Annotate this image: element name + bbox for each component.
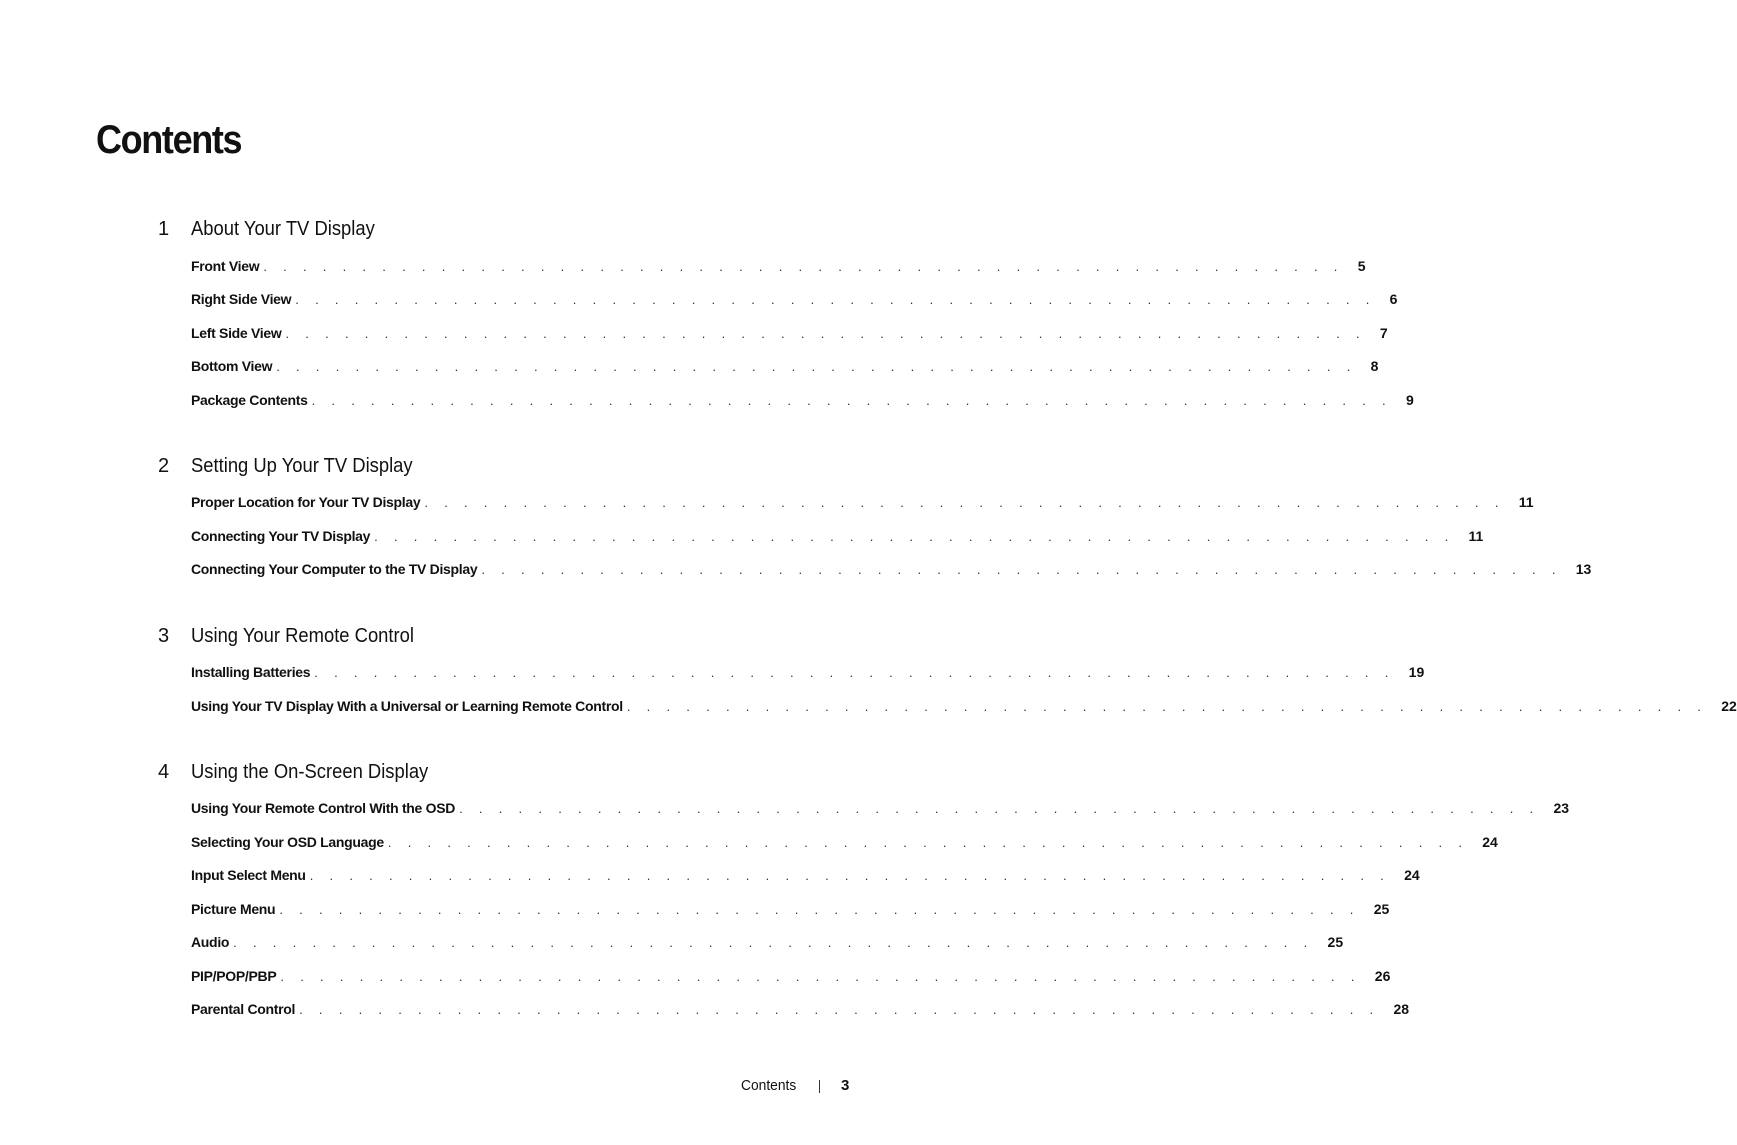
entry-label: Front View bbox=[191, 258, 260, 274]
toc-entry[interactable] bbox=[191, 999, 1410, 1019]
chapter-title: About Your TV Display bbox=[191, 218, 375, 240]
entry-page-number: 24 bbox=[1482, 834, 1498, 850]
entry-label: Using Your TV Display With a Universal or Learning Remote Control bbox=[191, 698, 623, 714]
entry-label: Connecting Your Computer to the TV Display bbox=[191, 561, 478, 577]
entry-label: Audio bbox=[191, 934, 230, 950]
entry-page-number: 22 bbox=[1721, 698, 1737, 714]
entry-page-number: 23 bbox=[1553, 800, 1570, 816]
dot-leader: . . . . . . . . . . . . . . . . . . . . . . . . . . . . . . . . . . . . . . . . . . . . . . . . . . . . . . . bbox=[424, 495, 1505, 510]
entry-label: Parental Control bbox=[191, 1001, 296, 1017]
dot-leader: . . . . . . . . . . . . . . . . . . . . . . . . . . . . . . . . . . . . . . . . . . . . . . . . . . . . . . . bbox=[309, 868, 1391, 883]
toc-entry[interactable] bbox=[191, 662, 1425, 682]
entry-label: Connecting Your TV Display bbox=[191, 528, 371, 544]
entry-label: Left Side View bbox=[191, 325, 282, 341]
entry-label: Selecting Your OSD Language bbox=[191, 834, 384, 850]
entry-page-number: 8 bbox=[1370, 358, 1379, 374]
page-title: Contents bbox=[96, 118, 242, 162]
chapter-heading[interactable] bbox=[158, 757, 758, 787]
entry-page-number: 28 bbox=[1393, 1001, 1410, 1017]
toc-entry[interactable] bbox=[191, 559, 1592, 579]
chapter-number: 4 bbox=[158, 761, 170, 783]
chapter-title: Using Your Remote Control bbox=[191, 625, 414, 647]
toc-entry[interactable] bbox=[191, 390, 1414, 410]
chapter-title: Setting Up Your TV Display bbox=[191, 455, 413, 477]
entry-page-number: 25 bbox=[1327, 934, 1344, 950]
dot-leader: . . . . . . . . . . . . . . . . . . . . . . . . . . . . . . . . . . . . . . . . . . . . . . . . . . . . . . . bbox=[233, 935, 1314, 950]
entry-page-number: 9 bbox=[1405, 392, 1414, 408]
toc-entry[interactable] bbox=[191, 865, 1420, 885]
entry-page-number: 25 bbox=[1373, 901, 1390, 917]
toc-entry[interactable] bbox=[191, 798, 1570, 818]
entry-label: Bottom View bbox=[191, 358, 273, 374]
toc-entry[interactable] bbox=[191, 256, 1366, 276]
dot-leader: . . . . . . . . . . . . . . . . . . . . . . . . . . . . . . . . . . . . . . . . . . . . . . . . . . . . . . . bbox=[295, 292, 1376, 307]
footer-section-label: Contents bbox=[741, 1077, 797, 1094]
toc-entry[interactable] bbox=[191, 899, 1390, 919]
entry-label: Input Select Menu bbox=[191, 867, 306, 883]
entry-page-number: 11 bbox=[1518, 494, 1534, 510]
entry-page-number: 26 bbox=[1374, 968, 1391, 984]
dot-leader: . . . . . . . . . . . . . . . . . . . . . . . . . . . . . . . . . . . . . . . . . . . . . . . . . . . . . . . bbox=[374, 529, 1455, 544]
dot-leader: . . . . . . . . . . . . . . . . . . . . . . . . . . . . . . . . . . . . . . . . . . . . . . . . . . . . . . . bbox=[311, 393, 1392, 408]
toc-entry[interactable] bbox=[191, 932, 1344, 952]
chapter-title: Using the On-Screen Display bbox=[191, 761, 429, 783]
dot-leader: . . . . . . . . . . . . . . . . . . . . . . . . . . . . . . . . . . . . . . . . . . . . . . . . . . . . . . . bbox=[626, 699, 1708, 714]
entry-page-number: 24 bbox=[1404, 867, 1420, 883]
chapter-heading[interactable] bbox=[158, 451, 758, 481]
footer-page-number: 3 bbox=[841, 1077, 850, 1094]
chapter-heading[interactable] bbox=[158, 621, 758, 651]
dot-leader: . . . . . . . . . . . . . . . . . . . . . . . . . . . . . . . . . . . . . . . . . . . . . . . . . . . . . . . bbox=[279, 902, 1360, 917]
dot-leader: . . . . . . . . . . . . . . . . . . . . . . . . . . . . . . . . . . . . . . . . . . . . . . . . . . . . . . . bbox=[387, 835, 1469, 850]
dot-leader: . . . . . . . . . . . . . . . . . . . . . . . . . . . . . . . . . . . . . . . . . . . . . . . . . . . . . . . bbox=[481, 562, 1562, 577]
chapter-number: 3 bbox=[158, 625, 170, 647]
toc-entry[interactable] bbox=[191, 323, 1388, 343]
dot-leader: . . . . . . . . . . . . . . . . . . . . . . . . . . . . . . . . . . . . . . . . . . . . . . . . . . . . . . . bbox=[299, 1002, 1380, 1017]
page-footer bbox=[0, 1074, 954, 1098]
dot-leader: . . . . . . . . . . . . . . . . . . . . . . . . . . . . . . . . . . . . . . . . . . . . . . . . . . . . . . . bbox=[263, 259, 1344, 274]
entry-page-number: 7 bbox=[1379, 325, 1388, 341]
entry-label: Using Your Remote Control With the OSD bbox=[191, 800, 456, 816]
entry-label: PIP/POP/PBP bbox=[191, 968, 277, 984]
entry-page-number: 5 bbox=[1357, 258, 1366, 274]
toc-entry[interactable] bbox=[191, 966, 1391, 986]
entry-page-number: 11 bbox=[1468, 528, 1484, 544]
toc-entry[interactable] bbox=[191, 356, 1379, 376]
chapter-number: 1 bbox=[158, 218, 170, 240]
dot-leader: . . . . . . . . . . . . . . . . . . . . . . . . . . . . . . . . . . . . . . . . . . . . . . . . . . . . . . . bbox=[276, 359, 1357, 374]
entry-label: Installing Batteries bbox=[191, 664, 311, 680]
chapter-number: 2 bbox=[158, 455, 170, 477]
footer-divider bbox=[819, 1080, 820, 1093]
dot-leader: . . . . . . . . . . . . . . . . . . . . . . . . . . . . . . . . . . . . . . . . . . . . . . . . . . . . . . . bbox=[280, 969, 1361, 984]
toc-entry[interactable] bbox=[191, 832, 1498, 852]
toc-entry[interactable] bbox=[191, 289, 1398, 309]
entry-page-number: 6 bbox=[1389, 291, 1398, 307]
toc-entry[interactable] bbox=[191, 492, 1534, 512]
entry-page-number: 13 bbox=[1575, 561, 1592, 577]
dot-leader: . . . . . . . . . . . . . . . . . . . . . . . . . . . . . . . . . . . . . . . . . . . . . . . . . . . . . . . bbox=[459, 801, 1540, 816]
chapter-heading[interactable] bbox=[158, 214, 758, 244]
toc-entry[interactable] bbox=[191, 526, 1484, 546]
entry-page-number: 19 bbox=[1408, 664, 1425, 680]
dot-leader: . . . . . . . . . . . . . . . . . . . . . . . . . . . . . . . . . . . . . . . . . . . . . . . . . . . . . . . bbox=[285, 326, 1366, 341]
entry-label: Package Contents bbox=[191, 392, 308, 408]
entry-label: Proper Location for Your TV Display bbox=[191, 494, 421, 510]
entry-label: Right Side View bbox=[191, 291, 292, 307]
toc-entry[interactable] bbox=[191, 696, 1737, 716]
dot-leader: . . . . . . . . . . . . . . . . . . . . . . . . . . . . . . . . . . . . . . . . . . . . . . . . . . . . . . . bbox=[314, 665, 1395, 680]
entry-label: Picture Menu bbox=[191, 901, 276, 917]
